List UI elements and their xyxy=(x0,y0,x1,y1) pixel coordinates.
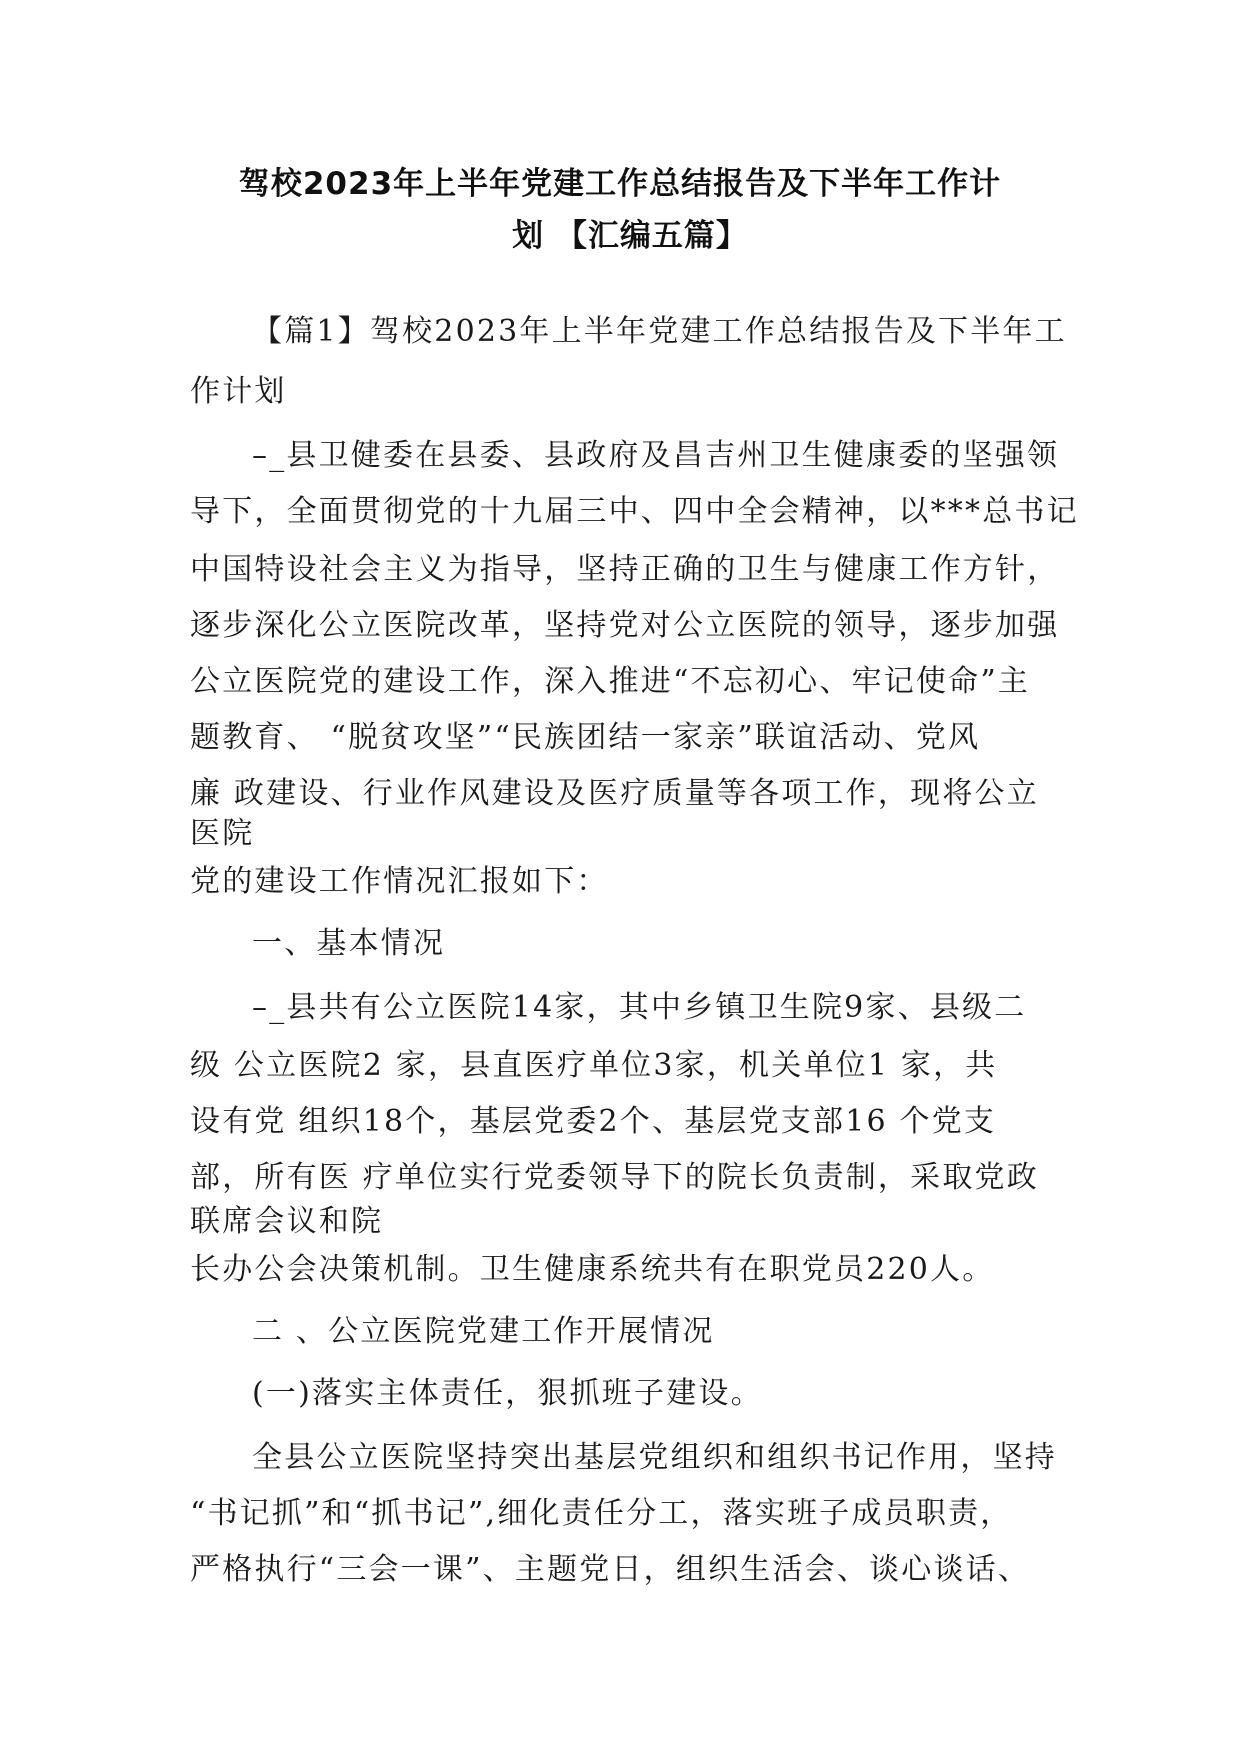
text-line: 部，所有医 疗单位实行党委领导下的院长负责制，采取党政 xyxy=(190,1160,1039,1195)
article-heading-cont: 作计划 xyxy=(190,374,287,409)
text-line: 题教育、 “脱贫攻坚”“民族团结一家亲”联谊活动、党风 xyxy=(190,720,981,755)
text-line: 全县公立医院坚持突出基层党组织和组织书记作用，坚持 xyxy=(252,1440,1057,1475)
text-line: 级 公立医院2 家，县直医疗单位3家，机关单位1 家，共 xyxy=(190,1048,998,1083)
text-line: 公立医院党的建设工作，深入推进“不忘初心、牢记使命”主 xyxy=(190,664,1031,699)
text-line: 联席会议和院 xyxy=(190,1204,384,1239)
section-heading: 一、基本情况 xyxy=(252,926,446,961)
text-line: –_县共有公立医院14家，其中乡镇卫生院9家、县级二 xyxy=(252,990,1027,1025)
text-line: 医院 xyxy=(190,816,255,851)
subsection-heading: (一)落实主体责任，狠抓班子建设。 xyxy=(252,1376,763,1411)
text-line: 导下，全面贯彻党的十九届三中、四中全会精神，以***总书记 xyxy=(190,494,1079,529)
text-line: 廉 政建设、行业作风建设及医疗质量等各项工作，现将公立 xyxy=(190,776,1039,811)
text-line: 党的建设工作情况汇报如下： xyxy=(190,864,609,899)
document-title-line-1: 驾校2023年上半年党建工作总结报告及下半年工作计 xyxy=(238,166,1002,202)
text-line: 严格执行“三会一课”、主题党日，组织生活会、谈心谈话、 xyxy=(190,1552,1031,1587)
text-line: “书记抓”和“抓书记”,细化责任分工，落实班子成员职责， xyxy=(190,1496,1013,1531)
text-line: 设有党 组织18个，基层党委2个、基层党支部16 个党支 xyxy=(190,1104,997,1139)
document-title-line-2: 划 【汇编五篇】 xyxy=(512,218,748,254)
article-heading: 【篇1】驾校2023年上半年党建工作总结报告及下半年工 xyxy=(252,314,1067,349)
text-line: 长办公会决策机制。卫生健康系统共有在职党员220人。 xyxy=(190,1252,995,1287)
text-line: –_县卫健委在县委、县政府及昌吉州卫生健康委的坚强领 xyxy=(252,438,1060,473)
section-heading: 二 、公立医院党建工作开展情况 xyxy=(252,1314,715,1349)
text-line: 逐步深化公立医院改革，坚持党对公立医院的领导，逐步加强 xyxy=(190,608,1060,643)
text-line: 中国特设社会主义为指导，坚持正确的卫生与健康工作方针， xyxy=(190,552,1060,587)
